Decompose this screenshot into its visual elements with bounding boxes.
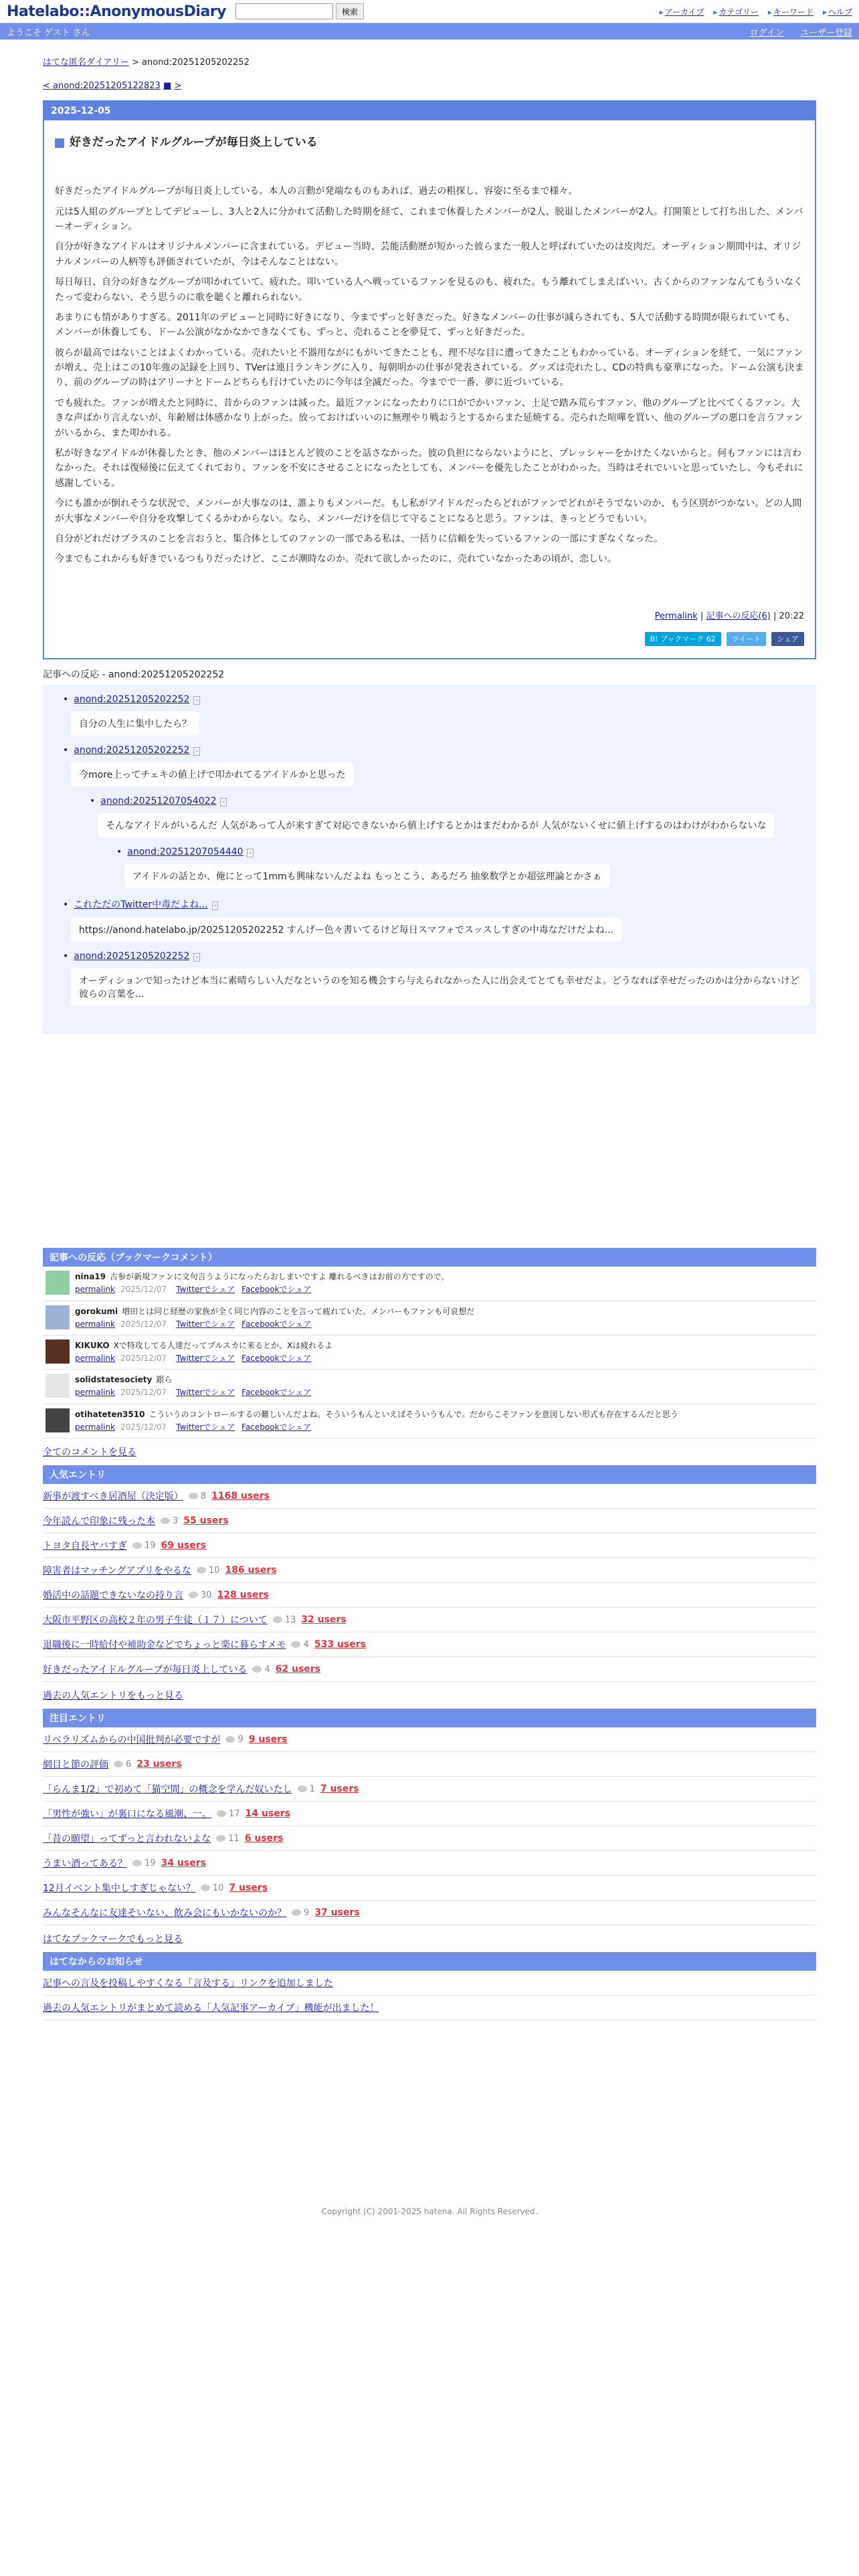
main-content xyxy=(43,47,816,2020)
entry-list-link[interactable]: 新事が渡すべき居酒屋（決定版） xyxy=(43,1491,183,1503)
bookmark-body xyxy=(75,1408,678,1434)
entry-body xyxy=(55,184,804,567)
comment-count-value: 10 xyxy=(212,1883,224,1893)
comment-count xyxy=(216,1834,240,1844)
users-count-link[interactable]: 7 users xyxy=(229,1883,268,1894)
avatar[interactable] xyxy=(45,1408,70,1432)
entry-date: 2025-12-05 xyxy=(44,102,815,120)
tweet-button[interactable]: ツイート xyxy=(727,632,766,647)
reaction-id-link[interactable]: anond:20251205202252 xyxy=(74,951,190,962)
bookmark-links xyxy=(75,1283,449,1296)
all-comments-link[interactable]: 全てのコメントを見る xyxy=(43,1447,136,1459)
welcome-text: ようこそ ゲスト さん xyxy=(7,27,90,38)
entry-list-item xyxy=(43,1533,816,1558)
comment-count xyxy=(161,1516,178,1526)
comment-bubble-icon xyxy=(189,1493,198,1499)
users-count-link[interactable]: 14 users xyxy=(245,1808,290,1820)
bookmark-body xyxy=(75,1374,318,1399)
site-header xyxy=(0,0,859,23)
comment-count xyxy=(132,1541,156,1551)
twitter-share-link[interactable]: Twitterでシェア xyxy=(176,1285,235,1295)
entry-list-link[interactable]: 「男性が強い」が裏口になる風潮、一。 xyxy=(43,1809,211,1820)
comment-count xyxy=(217,1809,240,1819)
breadcrumb-current: anond:20251205202252 xyxy=(142,58,250,68)
reaction-text: そんなアイドルがいるんだ 人気があって人が来すぎて対応できないから値上げするとかはまだわかるが 人気がないくせに値上げするのはわけがわからないな xyxy=(98,813,775,837)
register-link[interactable]: ユーザー登録 xyxy=(799,27,852,38)
bookmark-body xyxy=(75,1305,474,1331)
users-count-link[interactable]: 6 users xyxy=(244,1833,284,1844)
comment-count xyxy=(197,1566,220,1576)
bookmark-date: 2025/12/07 xyxy=(120,1388,167,1398)
entry-list-link[interactable]: 障害者はマッチングアプリをやるな xyxy=(43,1566,191,1577)
comment-count xyxy=(252,1665,270,1675)
comment-count-value: 19 xyxy=(145,1858,156,1868)
reaction-id-link[interactable]: anond:20251207054022 xyxy=(100,796,217,807)
comment-count-value: 6 xyxy=(126,1759,132,1769)
bookmark-links xyxy=(75,1352,332,1365)
featured-more-link[interactable]: はてなブックマークでもっと見る xyxy=(43,1934,183,1945)
entry-meta: Permalink | 記事への反応(6) | 20:22 xyxy=(654,611,804,621)
comment-count-value: 19 xyxy=(145,1540,156,1551)
entry-list-item xyxy=(43,1727,816,1752)
entry-list-item xyxy=(43,1509,816,1533)
entry-list-link[interactable]: みんなそんなに友達そいない、飲み会にもいかないのか？ xyxy=(43,1908,286,1919)
twitter-share-link[interactable]: Twitterでシェア xyxy=(176,1354,235,1364)
comment-count-value: 11 xyxy=(228,1833,240,1844)
entry-list-link[interactable]: 好きだったアイドルグループが毎日炎上している xyxy=(43,1665,248,1676)
reaction-item xyxy=(63,951,809,1006)
comment-bubble-icon xyxy=(298,1786,307,1792)
bookmark-user[interactable]: solidstatesociety xyxy=(75,1375,153,1385)
comment-bubble-icon xyxy=(225,1736,235,1743)
reactions-list xyxy=(43,685,816,1034)
comment-count xyxy=(189,1590,212,1600)
bookmark-comment: こういうのコントロールするの難しいんだよね。そういうもんといえばそういうもんで。だからこそファンを意図しない形式も存在するんだと思う xyxy=(149,1409,678,1419)
entry-paragraph: あまりにも情がありすぎる。2011年のデビューと同時に好きになり、今までずっと好きだった。好きなメンバーの仕事が減らされても、5人で活動する時間が限られていても、メンバーが休養しても、ドーム公演がなかなかできなくても、ずっと、売れることを夢見て、ずっと好きだった。 xyxy=(55,312,795,338)
reaction-item xyxy=(90,796,809,837)
entry-list-link[interactable]: 12月イベント集中しすぎじゃない？ xyxy=(43,1883,195,1895)
comment-count xyxy=(114,1759,131,1769)
bookmark-section-title: 記事への反応（ブックマークコメント） xyxy=(43,1248,816,1267)
comment-count-value: 3 xyxy=(173,1515,179,1526)
reaction-item xyxy=(116,847,809,888)
entry-list-item xyxy=(43,1802,816,1826)
entry-list-link[interactable]: 今年読んで印象に残った本 xyxy=(43,1516,155,1527)
bookmark-list xyxy=(43,1267,816,1438)
featured-list xyxy=(43,1727,816,1925)
facebook-share-link[interactable]: Facebookでシェア xyxy=(242,1422,312,1432)
permalink[interactable]: Permalink xyxy=(654,611,698,621)
entry-list-item xyxy=(43,1583,816,1608)
toggle-icon[interactable]: - xyxy=(247,849,254,857)
comment-bubble-icon xyxy=(161,1517,170,1524)
bookmark-permalink[interactable]: permalink xyxy=(75,1319,115,1329)
comment-count-value: 4 xyxy=(303,1639,309,1650)
login-link[interactable]: ログイン xyxy=(749,27,784,38)
user-bar xyxy=(0,23,859,39)
reaction-header xyxy=(63,951,809,962)
bookmark-date: 2025/12/07 xyxy=(120,1285,167,1295)
bookmark-line xyxy=(75,1271,449,1283)
bookmark-date: 2025/12/07 xyxy=(120,1422,167,1432)
entry-list-link[interactable]: 「昔の願望」ってずっと言われないよな xyxy=(43,1834,211,1845)
avatar[interactable] xyxy=(45,1374,70,1398)
bookmark-line xyxy=(75,1408,678,1421)
reactions-title: 記事への反応 - anond:20251205202252 xyxy=(43,669,225,681)
users-count-link[interactable]: 62 users xyxy=(275,1664,321,1675)
comment-bubble-icon xyxy=(291,1641,300,1648)
facebook-share-link[interactable]: Facebookでシェア xyxy=(242,1319,312,1329)
top-link[interactable]: ■ xyxy=(163,81,172,91)
keyword-link[interactable]: ▸ キーワード xyxy=(768,6,814,17)
reaction-item xyxy=(63,745,809,786)
featured-section-title: 注目エントリ xyxy=(43,1709,816,1727)
archive-link[interactable]: ▸ アーカイブ xyxy=(660,6,704,17)
bookmark-line xyxy=(75,1374,318,1386)
entry-title-row xyxy=(55,134,804,152)
toggle-icon[interactable]: - xyxy=(193,747,200,756)
comment-bubble-icon xyxy=(252,1666,262,1673)
reaction-header xyxy=(90,796,809,807)
comment-count-value: 10 xyxy=(208,1565,220,1576)
bookmark-permalink[interactable]: permalink xyxy=(75,1422,115,1432)
popular-list xyxy=(43,1484,816,1682)
twitter-share-link[interactable]: Twitterでシェア xyxy=(176,1388,235,1398)
entry-list-link[interactable]: 網目と節の評価 xyxy=(43,1759,108,1771)
entry-list-link[interactable]: 「らんま1/2」で初めて「猫空間」の概念を学んだ奴いたし xyxy=(43,1784,292,1796)
bookmark-comment: 銀ら xyxy=(156,1375,173,1385)
entry-list-link[interactable]: 退職後に一時給付や補助金などでちょっと楽に暮らすメモ xyxy=(43,1640,286,1651)
next-entry-link[interactable]: > xyxy=(174,81,182,91)
reaction-header xyxy=(116,847,809,857)
news-item[interactable]: 記事への言及を投稿しやすくなる「言及する」リンクを追加しました xyxy=(43,1978,333,1990)
comment-count-value: 17 xyxy=(229,1808,240,1819)
entry-box xyxy=(43,100,816,659)
bookmark-links xyxy=(75,1318,474,1331)
reaction-item xyxy=(63,694,809,736)
bookmark-line xyxy=(75,1305,474,1318)
comment-bubble-icon xyxy=(217,1810,226,1817)
reaction-id-link[interactable]: anond:20251207054440 xyxy=(127,847,244,858)
comment-bubble-icon xyxy=(292,1909,301,1916)
comment-count xyxy=(189,1491,206,1501)
comment-count-value: 13 xyxy=(284,1614,296,1625)
bookmark-user[interactable]: gorokumi xyxy=(75,1306,118,1316)
bookmark-user[interactable]: nina19 xyxy=(75,1272,106,1282)
entry-paragraph: 今までもこれからも好きでいるつもりだったけど、ここが潮時なのか。売れて欲しかったのに、売れていなかったあの頃が、恋しい。 xyxy=(55,554,617,565)
bookmark-row xyxy=(43,1404,816,1438)
reaction-id-link[interactable]: anond:20251205202252 xyxy=(74,694,190,706)
entry-list-item xyxy=(43,1876,816,1901)
bookmark-row xyxy=(43,1301,816,1335)
entry-list-item xyxy=(43,1851,816,1876)
entry-list-item xyxy=(43,1826,816,1851)
users-count-link[interactable]: 23 users xyxy=(136,1759,182,1770)
users-count-link[interactable]: 533 users xyxy=(314,1639,366,1650)
entry-list-item xyxy=(43,1777,816,1802)
comment-count xyxy=(292,1908,309,1918)
help-link[interactable]: ▸ ヘルプ xyxy=(823,6,852,17)
comment-bubble-icon xyxy=(216,1835,225,1842)
reaction-item xyxy=(63,897,809,942)
avatar[interactable] xyxy=(45,1271,70,1295)
bookmark-date: 2025/12/07 xyxy=(120,1319,167,1329)
title-square-icon xyxy=(55,138,64,148)
comment-count-value: 1 xyxy=(309,1784,315,1794)
search-button[interactable]: 検索 xyxy=(336,3,364,19)
ad-space xyxy=(43,1034,816,1248)
reaction-text: 今more上ってチェキの値上げで叩かれてるアイドルかと思った xyxy=(71,762,354,786)
prev-entry-link[interactable]: < anond:20251205122823 xyxy=(43,81,161,91)
entry-list-item xyxy=(43,1608,816,1632)
footer-copyright: Copyright (C) 2001-2025 hatena. All Rights Reserved. xyxy=(321,2207,538,2216)
users-count-link[interactable]: 186 users xyxy=(225,1565,277,1576)
facebook-share-button[interactable]: シェア xyxy=(771,632,804,647)
users-count-link[interactable]: 37 users xyxy=(314,1907,360,1919)
entry-paragraph: 今にも誰かが倒れそうな状況で、メンバーが大事なのは、誰よりもメンバーだ。もし私がアイドルだったらどれがファンでどれがそうでないのか、もう区別がつかない。どの人間が大事なメンバーや自分を攻撃してくるかわからない。なら、メンバーだけを信じて守ることになると思う。ファンは、きっとどうでもいい。 xyxy=(55,498,802,524)
reaction-header xyxy=(63,694,809,705)
facebook-share-link[interactable]: Facebookでシェア xyxy=(242,1388,312,1398)
comment-bubble-icon xyxy=(114,1761,123,1767)
bookmark-section xyxy=(43,1248,816,1465)
entry-list-link[interactable]: 婚活中の話題できないなの持り言 xyxy=(43,1590,183,1602)
breadcrumb-sep: > xyxy=(128,58,142,68)
entry-list-link[interactable]: トヨタ自長ヤバすぎ xyxy=(43,1541,127,1552)
facebook-share-link[interactable]: Facebookでシェア xyxy=(242,1354,312,1364)
twitter-share-link[interactable]: Twitterでシェア xyxy=(176,1319,235,1329)
entry-list-item xyxy=(43,1558,816,1583)
popular-section xyxy=(43,1465,816,1709)
comment-count xyxy=(273,1615,296,1625)
users-count-link[interactable]: 55 users xyxy=(183,1515,229,1527)
comment-count xyxy=(225,1735,243,1745)
bookmark-date: 2025/12/07 xyxy=(120,1354,167,1364)
bookmark-links xyxy=(75,1386,318,1399)
entry-list-link[interactable]: うまい酒ってある？ xyxy=(43,1858,127,1870)
news-item[interactable]: 過去の人気エントリがまとめて読める「人気記事アーカイブ」機能が出ました！ xyxy=(43,2003,379,2014)
comment-count-value: 9 xyxy=(304,1907,310,1918)
toggle-icon[interactable]: - xyxy=(212,901,219,910)
entry-paragraph: 元は5人組のグループとしてデビューし、3人と2人に分かれて活動した時期を経て、これまで休養したメンバーが2人、脱退したメンバーが2人。打開策として打ち出した、メンバーオーディション。 xyxy=(55,206,803,232)
bookmark-comment: 増田とは同じ経歴の家族が全く同じ内容のことを言って疲れていた。メンバーもファンも可哀想だ xyxy=(122,1306,475,1316)
comment-count xyxy=(132,1858,156,1868)
entry-time: 20:22 xyxy=(779,611,804,621)
comment-bubble-icon xyxy=(189,1592,198,1598)
bookmark-permalink[interactable]: permalink xyxy=(75,1388,115,1398)
bookmark-permalink[interactable]: permalink xyxy=(75,1354,115,1364)
entry-title: 好きだったアイドルグループが毎日炎上している xyxy=(70,136,318,149)
comment-bubble-icon xyxy=(201,1885,210,1891)
bookmark-user[interactable]: KIKUKO xyxy=(75,1340,110,1350)
bookmark-row xyxy=(43,1370,816,1404)
users-count-link[interactable]: 1168 users xyxy=(211,1491,270,1502)
entry-paragraph: でも疲れた。ファンが増えたと同時に、昔からのファンは減った。最近ファンになったわりに口がでかいファン、土足で踏み荒らすファン、他のグループと比べてくるファン。大きな声ばかり言えないが、年齢層は体感かなり上がった。放っておけばいいのに無理やり戦おうとするからまた延焼する。売られた喧嘩を買い、他のグループの悪口を言うファンがいるから、また叩かれる。 xyxy=(55,397,803,439)
entry-paragraph: 好きだったアイドルグループが毎日炎上している。本人の言動が発端なものもあれば、過去の粗探し、容姿に至るまで様々。 xyxy=(55,186,578,197)
entry-paragraph: 自分がどれだけプラスのことを言おうと、集合体としてのファンの一部である私は、一括りに信頼を失っているファンの一部にすぎなくなった。 xyxy=(55,534,664,544)
bookmark-comment: 古参が新規ファンに文句言うようになったらおしまいですよ 離れるべきはお前の方ですので。 xyxy=(110,1272,450,1282)
breadcrumb-home[interactable]: はてな匿名ダイアリー xyxy=(43,58,129,68)
hatena-bookmark-button[interactable]: B! ブックマーク 62 xyxy=(645,632,721,647)
entry-nav xyxy=(43,76,816,100)
reaction-id-link[interactable]: anond:20251205202252 xyxy=(74,745,190,756)
bookmark-body xyxy=(75,1271,449,1296)
comment-bubble-icon xyxy=(197,1567,206,1574)
comment-count xyxy=(291,1640,308,1650)
bookmark-user[interactable]: otihateten3510 xyxy=(75,1409,145,1419)
comment-count xyxy=(201,1883,224,1893)
entry-list-item xyxy=(43,1901,816,1925)
reaction-header xyxy=(63,745,809,756)
comment-bubble-icon xyxy=(132,1542,142,1549)
site-logo[interactable]: Hatelabo::AnonymousDiary xyxy=(7,3,226,20)
users-count-link[interactable]: 128 users xyxy=(217,1590,269,1601)
avatar[interactable] xyxy=(45,1339,70,1364)
reaction-text: https://anond.hatelabo.jp/20251205202252 すんげー色々書いてるけど毎日スマフォでスッスしすぎの中毒なだけだよね... xyxy=(71,918,622,942)
toggle-icon[interactable]: - xyxy=(220,798,227,807)
comment-count-value: 30 xyxy=(201,1590,212,1600)
share-bar xyxy=(55,632,804,647)
reaction-count-link[interactable]: 記事への反応(6) xyxy=(706,611,771,621)
comment-bubble-icon xyxy=(273,1616,282,1623)
featured-section xyxy=(43,1709,816,1952)
bookmark-row xyxy=(43,1335,816,1370)
bookmark-line xyxy=(75,1339,332,1352)
users-count-link[interactable]: 9 users xyxy=(248,1734,288,1745)
users-count-link[interactable]: 7 users xyxy=(320,1784,359,1795)
users-count-link[interactable]: 34 users xyxy=(161,1858,206,1869)
bookmark-body xyxy=(75,1339,332,1365)
comment-bubble-icon xyxy=(132,1860,142,1866)
reaction-text: オーディションで知ったけど本当に素晴らしい人だなというのを知る機会すら与えられなかった人に出会えてとても幸せだよ。どうなれば幸せだったのかは分からないけど彼らの言葉を... xyxy=(71,968,809,1006)
popular-section-title: 人気エントリ xyxy=(43,1465,816,1484)
facebook-share-link[interactable]: Facebookでシェア xyxy=(242,1285,312,1295)
avatar[interactable] xyxy=(45,1305,70,1329)
toggle-icon[interactable]: - xyxy=(193,696,200,705)
header-links xyxy=(660,6,852,17)
reaction-id-link[interactable]: これただのTwitter中毒だよね... xyxy=(74,899,208,911)
entry-list-link[interactable]: リベラリズムからの中国批判が必要ですが xyxy=(43,1735,221,1746)
comment-count-value: 8 xyxy=(200,1491,207,1501)
comment-count-value: 9 xyxy=(237,1734,244,1745)
news-section xyxy=(43,1952,816,2020)
comment-count-value: 4 xyxy=(264,1664,270,1675)
users-count-link[interactable]: 69 users xyxy=(161,1540,206,1551)
news-section-title: はてなからのお知らせ xyxy=(43,1952,816,1971)
breadcrumb xyxy=(43,47,816,76)
comment-count xyxy=(298,1784,315,1794)
bookmark-permalink[interactable]: permalink xyxy=(75,1285,115,1295)
reaction-text: 自分の人生に集中したら？ xyxy=(71,712,199,736)
users-count-link[interactable]: 32 users xyxy=(301,1614,347,1626)
bookmark-links xyxy=(75,1421,678,1434)
reaction-header xyxy=(63,897,809,911)
category-link[interactable]: ▸ カテゴリー xyxy=(713,6,759,17)
toggle-icon[interactable]: - xyxy=(193,953,200,962)
entry-list-link[interactable]: 大阪市平野区の高校２年の男子生徒（１７）について xyxy=(43,1615,268,1626)
entry-list-item xyxy=(43,1484,816,1509)
popular-more-link[interactable]: 過去の人気エントリをもっと見る xyxy=(43,1691,183,1702)
bookmark-comment: Xで特攻してる人達だってブルスカに来るとか、Xは疲れるよ xyxy=(113,1340,333,1350)
search-input[interactable] xyxy=(235,3,333,19)
entry-list-item xyxy=(43,1632,816,1657)
entry-paragraph: 彼らが最高ではないことはよくわかっている。売れたいと不器用ながにもがいてきたことも、理不尽な目に遭ってきたこともわかっている。オーディションを経て、一気にファンが増え、売上はこの10年強の記録を上回り、TVerは連日ランキングに入り、毎朝明かの仕事が発表されている。グッズは売れたし、CDの特典も豪華になった。ドーム公演も決まり、前のグループの時はアリーナとドームどちらも行けていたのに今年は全滅だった。今までで一番、夢に近づいている。 xyxy=(55,347,804,389)
entry-paragraph: 毎日毎日、自分の好きなグループが叩かれていて、疲れた。叩いている人へ戦っているファンを見るのも、疲れた。もう離れてしまえばいい。古くからのファンなんてもういなくたって変わらない、そう思うのに歌を聴くと離れられない。 xyxy=(55,277,803,303)
bookmark-row xyxy=(43,1267,816,1301)
twitter-share-link[interactable]: Twitterでシェア xyxy=(176,1422,235,1432)
entry-paragraph: 私が好きなアイドルが休養したとき、他のメンバーはほとんど彼のことを話さなかった。彼の負担にならないようにと、プレッシャーをかけたくないからと。何もファンには言わなかった。それは復帰後に伝えてくれており、ファンを不安にさせることになったとしても、メンバーを優先したことがわかった。当時はそれでいいと思っていたし、今もそれに感謝している。 xyxy=(55,448,803,489)
entry-list-item xyxy=(43,1657,816,1682)
entry-paragraph: 自分が好きなアイドルはオリジナルメンバーに含まれている。デビュー当時、芸能活動歴が短かった彼らまた一般人と呼ばれていたのは皮肉だ。オーディション期間中は、オリジナルメンバーの人柄等も評価されていたが、今はそんなことはない。 xyxy=(55,241,801,267)
entry-list-item xyxy=(43,1752,816,1777)
reaction-text: アイドルの話とか、俺にとって1mmも興味ないんだよね もっとこう、あるだろ 抽象数学とか超弦理論とかさぁ xyxy=(124,864,610,888)
